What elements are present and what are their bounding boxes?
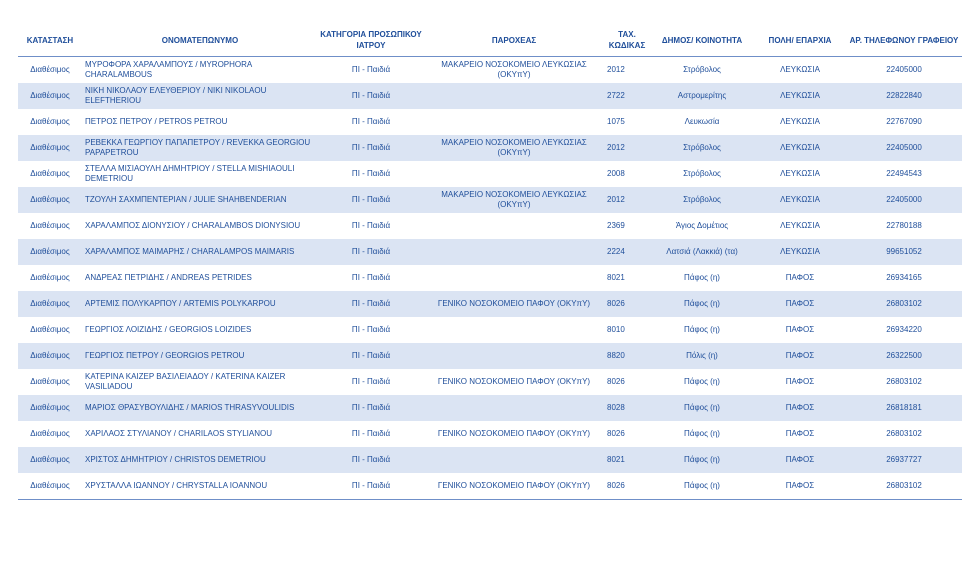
cell-name: ΑΡΤΕΜΙΣ ΠΟΛΥΚΑΡΠΟΥ / ARTEMIS POLYKARPOU (82, 291, 318, 317)
cell-postcode: 8028 (604, 395, 650, 421)
cell-phone: 22405000 (846, 135, 962, 161)
cell-phone: 26937727 (846, 447, 962, 473)
cell-category: ΠΙ - Παιδιά (351, 221, 391, 230)
cell-provider: ΓΕΝΙΚΟ ΝΟΣΟΚΟΜΕΙΟ ΠΑΦΟΥ (ΟΚΥπΥ) (437, 429, 591, 438)
cell-status: Διαθέσιμος (18, 473, 82, 500)
header-city: ΠΟΛΗ/ ΕΠΑΡΧΙΑ (754, 24, 846, 57)
cell-phone: 22405000 (846, 187, 962, 213)
cell-category: ΠΙ - Παιδιά (318, 473, 424, 500)
cell-name: ΧΑΡΑΛΑΜΠΟΣ ΔΙΟΝΥΣΙΟΥ / CHARALAMBOS DIONYSIOU (85, 221, 301, 230)
cell-name: ΚΑΤΕΡΙΝΑ ΚΑΙΖΕΡ ΒΑΣΙΛΕΙΑΔΟΥ / KATERINA KAIZER VASILIADOU (85, 372, 286, 391)
doctors-table (18, 24, 962, 500)
cell-provider: ΓΕΝΙΚΟ ΝΟΣΟΚΟΜΕΙΟ ΠΑΦΟΥ (ΟΚΥπΥ) (424, 473, 604, 500)
cell-postcode: 8021 (604, 447, 650, 473)
header-category: ΚΑΤΗΓΟΡΙΑ ΠΡΟΣΩΠΙΚΟΥ ΙΑΤΡΟΥ (318, 24, 424, 57)
cell-provider: ΓΕΝΙΚΟ ΝΟΣΟΚΟΜΕΙΟ ΠΑΦΟΥ (ΟΚΥπΥ) (424, 291, 604, 317)
cell-municipality: Λατσιά (Λακκιά) (τα) (650, 239, 754, 265)
cell-phone: 22780188 (886, 221, 922, 230)
table-header (18, 24, 962, 57)
table-row (18, 135, 962, 161)
table-row (18, 421, 962, 447)
cell-provider: ΜΑΚΑΡΕΙΟ ΝΟΣΟΚΟΜΕΙΟ ΛΕΥΚΩΣΙΑΣ (ΟΚΥπΥ) (424, 135, 604, 161)
cell-municipality: Στρόβολος (683, 169, 721, 178)
cell-category: ΠΙ - Παιδιά (351, 117, 391, 126)
cell-category: ΠΙ - Παιδιά (318, 395, 424, 421)
cell-status: Διαθέσιμος (18, 343, 82, 369)
cell-status: Διαθέσιμος (18, 83, 82, 109)
cell-name: ΣΤΕΛΛΑ ΜΙΣΙΑΟΥΛΗ ΔΗΜΗΤΡΙΟΥ / STELLA MISHIAOULI DEMETRIOU (85, 164, 295, 183)
table-row (18, 109, 962, 135)
cell-name: ΡΕΒΕΚΚΑ ΓΕΩΡΓΙΟΥ ΠΑΠΑΠΕΤΡΟΥ / REVEKKA GEORGIOU PAPAPETROU (82, 135, 318, 161)
table-row (18, 395, 962, 421)
cell-municipality: Αστρομερίτης (650, 83, 754, 109)
cell-category: ΠΙ - Παιδιά (318, 135, 424, 161)
cell-provider (424, 161, 604, 187)
cell-phone: 22822840 (846, 83, 962, 109)
cell-phone: 26803102 (846, 291, 962, 317)
cell-category: ΠΙ - Παιδιά (318, 187, 424, 213)
cell-provider (424, 447, 604, 473)
cell-postcode: 8820 (604, 343, 650, 369)
cell-category: ΠΙ - Παιδιά (318, 239, 424, 265)
cell-name: ΧΑΡΑΛΑΜΠΟΣ ΜΑΙΜΑΡΗΣ / CHARALAMPOS MAIMARIS (82, 239, 318, 265)
table-row (18, 317, 962, 343)
table-row (18, 473, 962, 500)
table-row (18, 187, 962, 213)
cell-name: ΤΖΟΥΛΗ ΣΑΧΜΠΕΝΤΕΡΙΑΝ / JULIE SHAHBENDERIAN (82, 187, 318, 213)
cell-postcode: 8021 (607, 273, 625, 282)
cell-postcode: 2012 (604, 135, 650, 161)
cell-city: ΠΑΦΟΣ (754, 343, 846, 369)
header-status: ΚΑΤΑΣΤΑΣΗ (18, 24, 82, 57)
cell-name: ΧΡΙΣΤΟΣ ΔΗΜΗΤΡΙΟΥ / CHRISTOS DEMETRIOU (82, 447, 318, 473)
cell-phone: 26934165 (886, 273, 922, 282)
cell-phone: 26322500 (846, 343, 962, 369)
cell-category: ΠΙ - Παιδιά (351, 169, 391, 178)
cell-city: ΠΑΦΟΣ (754, 473, 846, 500)
cell-category: ΠΙ - Παιδιά (351, 325, 391, 334)
cell-postcode: 2722 (604, 83, 650, 109)
cell-city: ΠΑΦΟΣ (785, 273, 815, 282)
cell-status: Διαθέσιμος (30, 221, 70, 230)
cell-name: ΝΙΚΗ ΝΙΚΟΛΑΟΥ ΕΛΕΥΘΕΡΙΟΥ / NIKI NIKOLAOU ELEFTHERIOU (82, 83, 318, 109)
cell-status: Διαθέσιμος (30, 377, 70, 386)
cell-city: ΛΕΥΚΩΣΙΑ (754, 187, 846, 213)
header-postcode: ΤΑΧ. ΚΩΔΙΚΑΣ (604, 24, 650, 57)
cell-phone: 99651052 (846, 239, 962, 265)
cell-category: ΠΙ - Παιδιά (318, 291, 424, 317)
cell-municipality: Πάφος (η) (650, 291, 754, 317)
cell-phone: 22494543 (886, 169, 922, 178)
header-row (18, 24, 962, 57)
cell-status: Διαθέσιμος (18, 447, 82, 473)
cell-city: ΛΕΥΚΩΣΙΑ (780, 117, 820, 126)
table-row (18, 239, 962, 265)
header-phone: ΑΡ. ΤΗΛΕΦΩΝΟΥ ΓΡΑΦΕΙΟΥ (846, 24, 962, 57)
cell-name: ΓΕΩΡΓΙΟΣ ΠΕΤΡΟΥ / GEORGIOS PETROU (82, 343, 318, 369)
cell-category: ΠΙ - Παιδιά (351, 429, 391, 438)
table-row (18, 265, 962, 291)
cell-postcode: 2008 (607, 169, 625, 178)
cell-phone: 26934220 (886, 325, 922, 334)
cell-category: ΠΙ - Παιδιά (351, 377, 391, 386)
cell-postcode: 2012 (607, 65, 625, 74)
cell-municipality: Άγιος Δομέτιος (675, 221, 729, 230)
header-provider: ΠΑΡΟΧΕΑΣ (424, 24, 604, 57)
cell-status: Διαθέσιμος (30, 429, 70, 438)
cell-name: ΜΑΡΙΟΣ ΘΡΑΣΥΒΟΥΛΙΔΗΣ / MARIOS THRASYVOULIDIS (82, 395, 318, 421)
cell-municipality: Στρόβολος (683, 65, 721, 74)
cell-category: ΠΙ - Παιδιά (351, 273, 391, 282)
header-municipality: ΔΗΜΟΣ/ ΚΟΙΝΟΤΗΤΑ (650, 24, 754, 57)
cell-phone: 26803102 (886, 429, 922, 438)
cell-provider: ΜΑΚΑΡΕΙΟ ΝΟΣΟΚΟΜΕΙΟ ΛΕΥΚΩΣΙΑΣ (ΟΚΥπΥ) (424, 187, 604, 213)
cell-city: ΠΑΦΟΣ (785, 429, 815, 438)
cell-municipality: Στρόβολος (650, 187, 754, 213)
cell-provider (424, 109, 604, 135)
cell-category: ΠΙ - Παιδιά (318, 447, 424, 473)
cell-city: ΛΕΥΚΩΣΙΑ (780, 169, 820, 178)
cell-municipality: Πόλις (η) (650, 343, 754, 369)
cell-postcode: 8026 (604, 473, 650, 500)
cell-provider (424, 83, 604, 109)
cell-provider (424, 317, 604, 343)
cell-postcode: 8026 (604, 291, 650, 317)
cell-postcode: 2224 (604, 239, 650, 265)
cell-name: ΧΑΡΙΛΑΟΣ ΣΤΥΛΙΑΝΟΥ / CHARILAOS STYLIANOU (85, 429, 273, 438)
cell-category: ΠΙ - Παιδιά (351, 65, 391, 74)
cell-provider (424, 213, 604, 239)
cell-status: Διαθέσιμος (30, 169, 70, 178)
cell-city: ΛΕΥΚΩΣΙΑ (754, 83, 846, 109)
cell-phone: 22767090 (886, 117, 922, 126)
cell-phone: 22405000 (886, 65, 922, 74)
cell-name: ΠΕΤΡΟΣ ΠΕΤΡΟΥ / PETROS PETROU (85, 117, 228, 126)
cell-status: Διαθέσιμος (30, 117, 70, 126)
table-row (18, 83, 962, 109)
cell-status: Διαθέσιμος (18, 395, 82, 421)
cell-municipality: Πάφος (η) (650, 473, 754, 500)
cell-provider: ΜΑΚΑΡΕΙΟ ΝΟΣΟΚΟΜΕΙΟ ΛΕΥΚΩΣΙΑΣ (ΟΚΥπΥ) (441, 60, 587, 79)
cell-city: ΛΕΥΚΩΣΙΑ (754, 239, 846, 265)
cell-status: Διαθέσιμος (18, 239, 82, 265)
cell-name: ΜΥΡΟΦΟΡΑ ΧΑΡΑΛΑΜΠΟΥΣ / MYROPHORA CHARALAMBOUS (85, 60, 252, 79)
cell-status: Διαθέσιμος (30, 65, 70, 74)
cell-municipality: Πάφος (η) (684, 429, 720, 438)
table-body (18, 57, 962, 500)
cell-municipality: Πάφος (η) (684, 325, 720, 334)
cell-name: ΑΝΔΡΕΑΣ ΠΕΤΡΙΔΗΣ / ANDREAS PETRIDES (85, 273, 252, 282)
cell-postcode: 2012 (604, 187, 650, 213)
cell-provider (424, 343, 604, 369)
cell-postcode: 2369 (607, 221, 625, 230)
cell-phone: 26803102 (886, 377, 922, 386)
cell-city: ΛΕΥΚΩΣΙΑ (780, 65, 820, 74)
cell-status: Διαθέσιμος (30, 325, 70, 334)
cell-municipality: Στρόβολος (650, 135, 754, 161)
cell-name: ΓΕΩΡΓΙΟΣ ΛΟΙΖΙΔΗΣ / GEORGIOS LOIZIDES (85, 325, 252, 334)
cell-postcode: 8026 (607, 377, 625, 386)
table-row (18, 447, 962, 473)
cell-city: ΠΑΦΟΣ (785, 325, 815, 334)
cell-municipality: Πάφος (η) (684, 377, 720, 386)
cell-provider (424, 265, 604, 291)
cell-city: ΠΑΦΟΣ (785, 377, 815, 386)
cell-city: ΠΑΦΟΣ (754, 447, 846, 473)
cell-city: ΛΕΥΚΩΣΙΑ (754, 135, 846, 161)
cell-postcode: 8010 (607, 325, 625, 334)
cell-municipality: Πάφος (η) (650, 447, 754, 473)
cell-city: ΛΕΥΚΩΣΙΑ (780, 221, 820, 230)
cell-postcode: 1075 (607, 117, 625, 126)
cell-provider (424, 395, 604, 421)
table-row (18, 213, 962, 239)
cell-municipality: Πάφος (η) (650, 395, 754, 421)
cell-city: ΠΑΦΟΣ (754, 291, 846, 317)
cell-phone: 26803102 (846, 473, 962, 500)
cell-provider: ΓΕΝΙΚΟ ΝΟΣΟΚΟΜΕΙΟ ΠΑΦΟΥ (ΟΚΥπΥ) (437, 377, 591, 386)
cell-category: ΠΙ - Παιδιά (318, 343, 424, 369)
cell-name: ΧΡΥΣΤΑΛΛΑ ΙΩΑΝΝΟΥ / CHRYSTALLA IOANNOU (82, 473, 318, 500)
doctor-list (18, 24, 962, 500)
cell-status: Διαθέσιμος (18, 187, 82, 213)
cell-status: Διαθέσιμος (30, 273, 70, 282)
header-name: ΟΝΟΜΑΤΕΠΩΝΥΜΟ (82, 24, 318, 57)
cell-status: Διαθέσιμος (18, 135, 82, 161)
cell-provider (424, 239, 604, 265)
cell-phone: 26818181 (846, 395, 962, 421)
table-row (18, 291, 962, 317)
cell-municipality: Λευκωσία (684, 117, 720, 126)
table-row (18, 343, 962, 369)
cell-municipality: Πάφος (η) (684, 273, 720, 282)
cell-postcode: 8026 (607, 429, 625, 438)
table-row (18, 57, 962, 84)
cell-category: ΠΙ - Παιδιά (318, 83, 424, 109)
table-row (18, 369, 962, 395)
table-row (18, 161, 962, 187)
cell-status: Διαθέσιμος (18, 291, 82, 317)
cell-city: ΠΑΦΟΣ (754, 395, 846, 421)
